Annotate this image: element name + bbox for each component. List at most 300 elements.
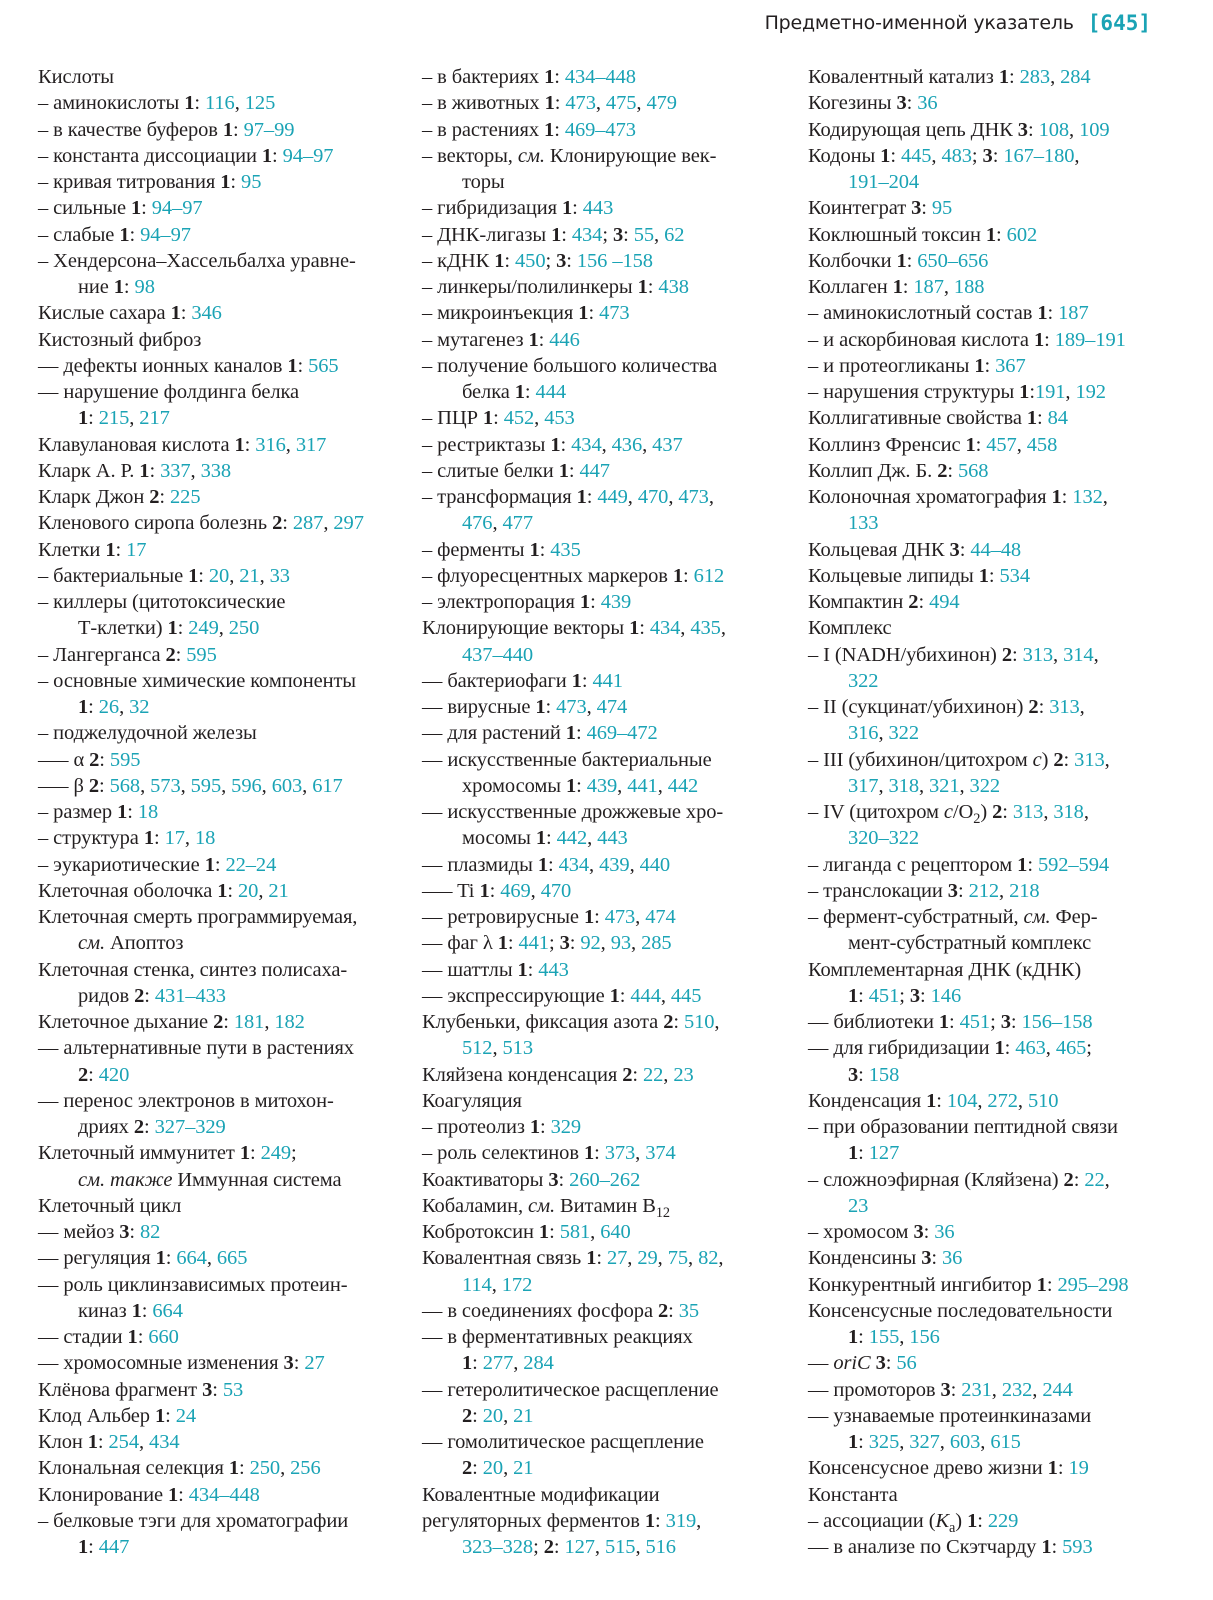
page-ref-link[interactable]: 664 [176, 1247, 207, 1270]
index-entry [38, 1455, 410, 1481]
page-ref-link[interactable]: 565 [308, 354, 339, 377]
page-ref-link[interactable]: 458 [1026, 433, 1058, 456]
page-ref-link[interactable]: 443 [538, 958, 569, 981]
page-ref-link[interactable]: 650–656 [917, 249, 989, 272]
page-ref-link[interactable]: 438 [658, 276, 689, 298]
page-ref-link[interactable]: 442 [556, 827, 588, 850]
page-ref-link[interactable]: 470 [637, 486, 669, 508]
page-ref-link[interactable]: 444 [630, 984, 661, 1007]
page-ref-link[interactable]: 156 –158 [576, 249, 653, 272]
entry-text: : [538, 328, 550, 351]
page-ref-link[interactable]: 125 [244, 92, 276, 115]
page-ref-link[interactable]: 104 [946, 1089, 978, 1112]
page-ref-link[interactable]: 191 [1034, 381, 1066, 403]
page-ref-link[interactable]: 84 [1047, 407, 1068, 430]
page-ref-link[interactable]: 573 [150, 774, 181, 797]
page-ref-link[interactable]: 469 [500, 879, 531, 902]
page-ref-link[interactable]: 510 [1027, 1089, 1059, 1112]
page-ref-link[interactable]: 470 [540, 879, 572, 902]
page-ref-link[interactable]: 434 [571, 433, 602, 456]
page-ref-link[interactable]: 443 [582, 197, 614, 220]
page-ref-link[interactable]: 443 [597, 827, 628, 850]
page-ref-link[interactable]: 434–448 [188, 1483, 260, 1506]
page-ref-link[interactable]: 513 [502, 1037, 533, 1060]
page-ref-link[interactable]: 260–262 [569, 1168, 641, 1191]
page-ref-link[interactable]: 94–97 [151, 197, 203, 220]
page-ref-link[interactable]: 32 [129, 696, 150, 718]
page-ref-link[interactable]: 640 [600, 1221, 631, 1243]
page-ref-link[interactable]: 617 [312, 774, 343, 797]
page-ref-link[interactable]: 476 [462, 512, 493, 535]
page-ref-link[interactable]: 93 [610, 932, 632, 955]
page-ref-link[interactable]: 21 [268, 879, 289, 902]
page-ref-link[interactable]: 445 [670, 984, 702, 1007]
page-ref-link[interactable]: 442 [667, 774, 699, 797]
page-ref-link[interactable]: 20 [208, 564, 230, 587]
entry-text: , [221, 774, 232, 797]
page-ref-link[interactable]: 431–433 [154, 984, 226, 1007]
index-entry [808, 1377, 1178, 1403]
page-ref-link[interactable]: 322 [969, 774, 1000, 797]
page-ref-link[interactable]: 20 [482, 1404, 504, 1427]
page-ref-link[interactable]: 435 [690, 617, 721, 640]
page-ref-link[interactable]: 451 [959, 1011, 991, 1033]
page-ref-link[interactable]: 441 [627, 774, 658, 797]
index-entry [38, 852, 410, 878]
page-ref-link[interactable]: 21 [513, 1404, 534, 1427]
page-ref-link[interactable]: 325 [868, 1431, 900, 1453]
page-ref-link[interactable]: 284 [1060, 66, 1091, 88]
page-ref-link[interactable]: 146 [930, 984, 962, 1007]
page-ref-link[interactable]: 56 [896, 1352, 917, 1375]
entry-text: : [272, 144, 283, 167]
page-ref-link[interactable]: 127 [564, 1536, 595, 1558]
index-entry [38, 169, 410, 195]
page-ref-link[interactable]: 182 [274, 1011, 305, 1033]
page-ref-link[interactable]: 212 [968, 879, 1000, 902]
entry-text: : [566, 249, 577, 272]
index-entry [808, 642, 1178, 668]
volume-number: 2 [657, 1299, 669, 1322]
volume-number: 1 [131, 1299, 142, 1322]
page-ref-link[interactable]: 283 [1019, 66, 1051, 88]
page-ref-link[interactable]: 420 [98, 1063, 130, 1086]
page-ref-link[interactable]: 318 [888, 774, 919, 797]
volume-number: 1 [550, 433, 561, 456]
entry-text: – получение большого количества [422, 354, 718, 377]
page-ref-link[interactable]: 229 [987, 1509, 1019, 1532]
entry-text: –– экспрессирующие [422, 984, 610, 1007]
page-ref-link[interactable]: 469–472 [586, 722, 658, 745]
index-entry [38, 143, 410, 169]
page-ref-link[interactable]: 172 [501, 1273, 533, 1296]
index-entry [422, 1088, 794, 1114]
page-ref-link[interactable]: 602 [1006, 223, 1038, 246]
index-entry [808, 1114, 1178, 1140]
page-ref-link[interactable]: 473 [556, 696, 587, 718]
index-entry [808, 537, 1178, 563]
page-ref-link[interactable]: 473 [604, 906, 636, 928]
entry-text: , [1093, 643, 1099, 666]
page-ref-link[interactable]: 27 [304, 1352, 325, 1375]
page-ref-link[interactable]: 452 [503, 407, 535, 430]
page-ref-link[interactable]: 494 [929, 591, 960, 613]
page-ref-link[interactable]: 441 [518, 932, 549, 955]
entry-text: : [144, 1116, 155, 1138]
index-entry [38, 589, 410, 615]
page-ref-link[interactable]: 373 [604, 1142, 636, 1165]
page-ref-link[interactable]: 516 [645, 1536, 676, 1558]
page-ref-link[interactable]: 439 [586, 774, 618, 797]
page-ref-link[interactable]: 98 [134, 276, 155, 298]
page-ref-link[interactable]: 218 [1009, 879, 1040, 902]
index-entry [38, 694, 410, 720]
page-ref-link[interactable]: 316 [848, 722, 879, 745]
page-ref-link[interactable]: 322 [848, 669, 879, 692]
entry-text: , [601, 433, 612, 456]
entry-text: – электропорация [422, 591, 580, 613]
entry-text: Клон [38, 1431, 88, 1453]
page-ref-link[interactable]: 474 [645, 906, 676, 928]
entry-text: – Лангерганса [38, 643, 166, 666]
page-ref-link[interactable]: 217 [139, 407, 170, 430]
entry-text: ридов [78, 984, 135, 1007]
entry-text: Кольцевая ДНК [808, 538, 950, 561]
page-ref-link[interactable]: 191–204 [848, 171, 920, 193]
page-ref-link[interactable]: 181 [233, 1011, 265, 1033]
page-ref-link[interactable]: 367 [995, 354, 1026, 377]
entry-text: – аминокислотный состав [808, 302, 1038, 325]
page-ref-link[interactable]: 116 [205, 92, 235, 115]
index-entry [808, 195, 1178, 221]
page-ref-link[interactable]: 21 [513, 1457, 534, 1480]
page-ref-link[interactable]: 55 [633, 223, 655, 246]
index-entry [808, 1167, 1178, 1193]
entry-text: , [680, 617, 691, 640]
index-entry [38, 1403, 410, 1429]
page-ref-link[interactable]: 450 [515, 249, 546, 272]
entry-text: – векторы, [422, 144, 518, 167]
page-ref-link[interactable]: 437–440 [462, 643, 534, 666]
italic-text: oriC [833, 1352, 871, 1375]
entry-text: – мутагенез [422, 328, 529, 351]
entry-text: : [178, 1483, 189, 1506]
page-ref-link[interactable]: 313 [1074, 748, 1105, 771]
entry-text: : [137, 1326, 149, 1348]
page-ref-link[interactable]: 374 [645, 1142, 676, 1165]
page-ref-link[interactable]: 92 [580, 932, 601, 955]
page-ref-link[interactable]: 156–158 [1021, 1011, 1093, 1033]
page-ref-link[interactable]: 26 [98, 696, 120, 718]
page-ref-link[interactable]: 127 [868, 1142, 900, 1165]
page-ref-link[interactable]: 439 [599, 853, 630, 876]
volume-number: 3 [283, 1352, 294, 1375]
page-ref-link[interactable]: 510 [683, 1011, 715, 1033]
page-ref-link[interactable]: 445 [900, 144, 932, 167]
volume-number: 1 [558, 459, 569, 482]
page-ref-link[interactable]: 593 [1062, 1536, 1093, 1558]
page-ref-link[interactable]: 434 [558, 853, 590, 876]
page-ref-link[interactable]: 595 [109, 748, 141, 771]
page-ref-link[interactable]: 329 [550, 1116, 582, 1138]
entry-text: –– регуляция [38, 1247, 156, 1270]
page-ref-link[interactable]: 317 [848, 774, 879, 797]
page-ref-link[interactable]: 108 [1038, 118, 1070, 141]
page-ref-link[interactable]: 327 [909, 1431, 940, 1453]
index-entry [422, 117, 794, 143]
index-entry [38, 720, 410, 746]
index-entry [808, 458, 1178, 484]
page-ref-link[interactable]: 187 [913, 276, 944, 298]
entry-text: ) [1041, 748, 1054, 771]
volume-number: 1 [644, 1509, 656, 1532]
page-ref-link[interactable]: 327–329 [154, 1116, 226, 1138]
page-ref-link[interactable]: 20 [482, 1457, 504, 1480]
page-ref-link[interactable]: 36 [917, 92, 938, 115]
page-ref-link[interactable]: 439 [600, 591, 632, 613]
page-ref-link[interactable]: 75 [667, 1247, 689, 1270]
page-ref-link[interactable]: 44–48 [970, 538, 1022, 561]
page-ref-link[interactable]: 189–191 [1054, 328, 1126, 351]
page-ref-link[interactable]: 313 [1012, 801, 1044, 823]
page-ref-link[interactable]: 18 [194, 827, 216, 850]
page-ref-link[interactable]: 434 [149, 1431, 180, 1453]
page-ref-link[interactable]: 94–97 [140, 223, 191, 246]
page-ref-link[interactable]: 615 [990, 1431, 1021, 1453]
page-ref-link[interactable]: 158 [868, 1063, 900, 1086]
page-ref-link[interactable]: 346 [191, 302, 222, 325]
page-ref-link[interactable]: 317 [295, 433, 327, 456]
page-ref-link[interactable]: 22–24 [225, 853, 277, 876]
page-ref-link[interactable]: 114 [462, 1273, 492, 1296]
index-entry [422, 957, 794, 983]
entry-text: –– перенос электронов в митохон- [38, 1089, 334, 1112]
page-ref-link[interactable]: 447 [579, 459, 610, 482]
page-ref-link[interactable]: 17 [126, 538, 147, 561]
index-entry [808, 432, 1178, 458]
page-ref-link[interactable]: 477 [502, 512, 533, 535]
page-ref-link[interactable]: 437 [652, 433, 683, 456]
entry-text: ; [545, 249, 557, 272]
entry-text: , [234, 92, 245, 115]
volume-number: 1 [154, 1404, 166, 1427]
page-ref-link[interactable]: 23 [848, 1194, 869, 1217]
entry-text: , [918, 774, 930, 797]
entry-text: : [931, 1247, 942, 1270]
page-ref-link[interactable]: 447 [98, 1536, 130, 1558]
page-ref-link[interactable]: 568 [109, 774, 141, 797]
page-ref-link[interactable]: 97–99 [243, 118, 295, 141]
page-ref-link[interactable]: 434 [649, 617, 681, 640]
page-ref-link[interactable]: 479 [646, 92, 677, 115]
page-ref-link[interactable]: 109 [1079, 118, 1110, 141]
page-ref-link[interactable]: 22 [642, 1063, 664, 1086]
entry-text: – ДНК-лигазы [422, 223, 552, 246]
page-ref-link[interactable]: 250 [228, 617, 260, 640]
page-ref-link[interactable]: 20 [238, 879, 259, 902]
page-ref-link[interactable]: 446 [549, 328, 580, 351]
page-ref-link[interactable]: 512 [462, 1037, 493, 1060]
entry-text: ––– α [38, 748, 90, 771]
page-ref-link[interactable]: 27 [606, 1247, 628, 1270]
page-ref-link[interactable]: 21 [239, 564, 260, 587]
index-entry [808, 1035, 1178, 1061]
page-ref-link[interactable]: 156 [909, 1326, 940, 1348]
entry-text: , [1043, 801, 1054, 823]
page-ref-link[interactable]: 473 [565, 92, 596, 115]
page-ref-link[interactable]: 313 [1022, 643, 1054, 666]
page-ref-link[interactable]: 285 [641, 932, 672, 955]
entry-text: Иммунная система [172, 1168, 342, 1191]
page-ref-link[interactable]: 440 [639, 853, 671, 876]
volume-number: 1 [974, 354, 985, 377]
page-ref-link[interactable]: 337 [160, 459, 191, 482]
entry-text: , [654, 223, 665, 246]
entry-text: Коагуляция [422, 1089, 522, 1112]
page-ref-link[interactable]: 62 [664, 223, 685, 246]
page-ref-link[interactable]: 133 [848, 512, 879, 535]
page-ref-link[interactable]: 316 [255, 433, 286, 456]
volume-number: 2 [663, 1011, 674, 1033]
page-ref-link[interactable]: 595 [190, 774, 222, 797]
page-ref-link[interactable]: 451 [868, 984, 900, 1007]
page-ref-link[interactable]: 441 [592, 669, 623, 692]
page-ref-link[interactable]: 225 [170, 486, 201, 508]
index-entry [38, 1193, 410, 1219]
entry-text: , [530, 879, 541, 902]
page-ref-link[interactable]: 595 [186, 643, 217, 666]
page-ref-link[interactable]: 457 [986, 433, 1017, 456]
page-ref-link[interactable]: 167–180 [1003, 144, 1075, 167]
entry-text: – рестриктазы [422, 433, 551, 456]
page-ref-link[interactable]: 250 [249, 1457, 281, 1480]
entry-text: : [858, 1063, 869, 1086]
page-ref-link[interactable]: 581 [559, 1221, 591, 1243]
page-ref-link[interactable]: 256 [290, 1457, 321, 1480]
page-ref-link[interactable]: 322 [888, 722, 919, 745]
page-ref-link[interactable]: 17 [164, 827, 185, 850]
entry-text: –– гомолитическое расщепление [422, 1431, 704, 1453]
entry-text: : [920, 984, 931, 1007]
index-entry [38, 1482, 410, 1508]
page-ref-link[interactable]: 82 [698, 1247, 719, 1270]
page-ref-link[interactable]: 338 [200, 459, 232, 482]
page-ref-link[interactable]: 568 [957, 459, 989, 482]
page-ref-link[interactable]: 94–97 [282, 144, 334, 167]
page-ref-link[interactable]: 453 [544, 407, 575, 430]
page-ref-link[interactable]: 434–448 [564, 66, 636, 88]
page-ref-link[interactable]: 463 [1015, 1037, 1046, 1060]
page-ref-link[interactable]: 82 [140, 1221, 161, 1243]
page-ref-link[interactable]: 284 [523, 1352, 554, 1375]
page-ref-link[interactable]: 320–322 [848, 827, 920, 850]
page-ref-link[interactable]: 665 [216, 1247, 248, 1270]
page-ref-link[interactable]: 254 [108, 1431, 139, 1453]
page-ref-link[interactable]: 434 [571, 223, 603, 246]
page-ref-link[interactable]: 436 [611, 433, 643, 456]
page-ref-link[interactable]: 29 [637, 1247, 658, 1270]
page-ref-link[interactable]: 449 [597, 486, 628, 508]
page-ref-link[interactable]: 155 [868, 1326, 900, 1348]
page-ref-link[interactable]: 515 [604, 1536, 636, 1558]
page-ref-link[interactable]: 534 [999, 564, 1030, 587]
volume-number: 1 [965, 433, 976, 456]
page-ref-link[interactable]: 435 [550, 538, 581, 561]
volume-number: 3 [896, 92, 907, 115]
index-entry [38, 484, 410, 510]
page-ref-link[interactable]: 272 [987, 1089, 1018, 1112]
page-ref-link[interactable]: 231 [961, 1378, 992, 1401]
page-ref-link[interactable]: 33 [269, 564, 290, 587]
page-ref-link[interactable]: 23 [673, 1063, 694, 1086]
page-ref-link[interactable]: 612 [693, 564, 725, 587]
index-entry [38, 432, 410, 458]
index-entry [38, 327, 410, 353]
page-ref-link[interactable]: 313 [1049, 696, 1080, 718]
page-ref-link[interactable]: 249 [260, 1142, 292, 1165]
page-ref-link[interactable]: 287 [292, 512, 324, 535]
page-ref-link[interactable]: 132 [1072, 486, 1103, 508]
page-ref-link[interactable]: 188 [953, 276, 985, 298]
page-ref-link[interactable]: 19 [1068, 1457, 1089, 1480]
page-ref-link[interactable]: 53 [222, 1378, 244, 1401]
index-entry [422, 642, 794, 668]
page-ref-link[interactable]: 465 [1055, 1037, 1087, 1060]
page-ref-link[interactable]: 36 [934, 1221, 955, 1243]
entry-text: – кривая титрования [38, 171, 221, 193]
page-ref-link[interactable]: 277 [482, 1352, 514, 1375]
page-ref-link[interactable]: 187 [1058, 302, 1089, 325]
page-ref-link[interactable]: 232 [1001, 1378, 1033, 1401]
page-ref-link[interactable]: 596 [231, 774, 262, 797]
page-ref-link[interactable]: 36 [942, 1247, 963, 1270]
page-ref-link[interactable]: 215 [98, 407, 130, 430]
page-ref-link[interactable]: 660 [148, 1326, 179, 1348]
page-ref-link[interactable]: 318 [1053, 801, 1084, 823]
page-ref-link[interactable]: 483 [941, 144, 972, 167]
page-ref-link[interactable]: 474 [596, 696, 628, 718]
page-ref-link[interactable]: 297 [333, 512, 364, 535]
page-ref-link[interactable]: 323–328 [462, 1536, 534, 1558]
page-ref-link[interactable]: 314 [1063, 643, 1094, 666]
page-ref-link[interactable]: 664 [152, 1299, 183, 1322]
index-entry [808, 222, 1178, 248]
page-ref-link[interactable]: 444 [535, 381, 566, 403]
entry-text: , [617, 774, 628, 797]
page-ref-link[interactable]: 22 [1084, 1168, 1105, 1191]
page-ref-link[interactable]: 603 [271, 774, 303, 797]
page-ref-link[interactable]: 475 [605, 92, 637, 115]
page-ref-link[interactable]: 35 [678, 1299, 700, 1322]
page-ref-link[interactable]: 473 [599, 302, 630, 325]
page-ref-link[interactable]: 95 [241, 171, 262, 193]
page-ref-link[interactable]: 24 [175, 1404, 197, 1427]
page-ref-link[interactable]: 249 [188, 617, 219, 640]
page-ref-link[interactable]: 473 [678, 486, 709, 508]
page-ref-link[interactable]: 321 [929, 774, 960, 797]
entry-text: , [589, 853, 600, 876]
page-ref-link[interactable]: 244 [1042, 1378, 1073, 1401]
page-ref-link[interactable]: 95 [931, 197, 953, 220]
page-ref-link[interactable]: 592–594 [1037, 853, 1110, 876]
page-ref-link[interactable]: 295–298 [1057, 1273, 1129, 1296]
page-ref-link[interactable]: 603 [949, 1431, 981, 1453]
page-ref-link[interactable]: 18 [137, 801, 159, 823]
page-ref-link[interactable]: 469–473 [564, 118, 636, 141]
page-ref-link[interactable]: 319 [665, 1509, 697, 1532]
page-ref-link[interactable]: 192 [1075, 381, 1106, 403]
entry-text: – слабые [38, 223, 120, 246]
